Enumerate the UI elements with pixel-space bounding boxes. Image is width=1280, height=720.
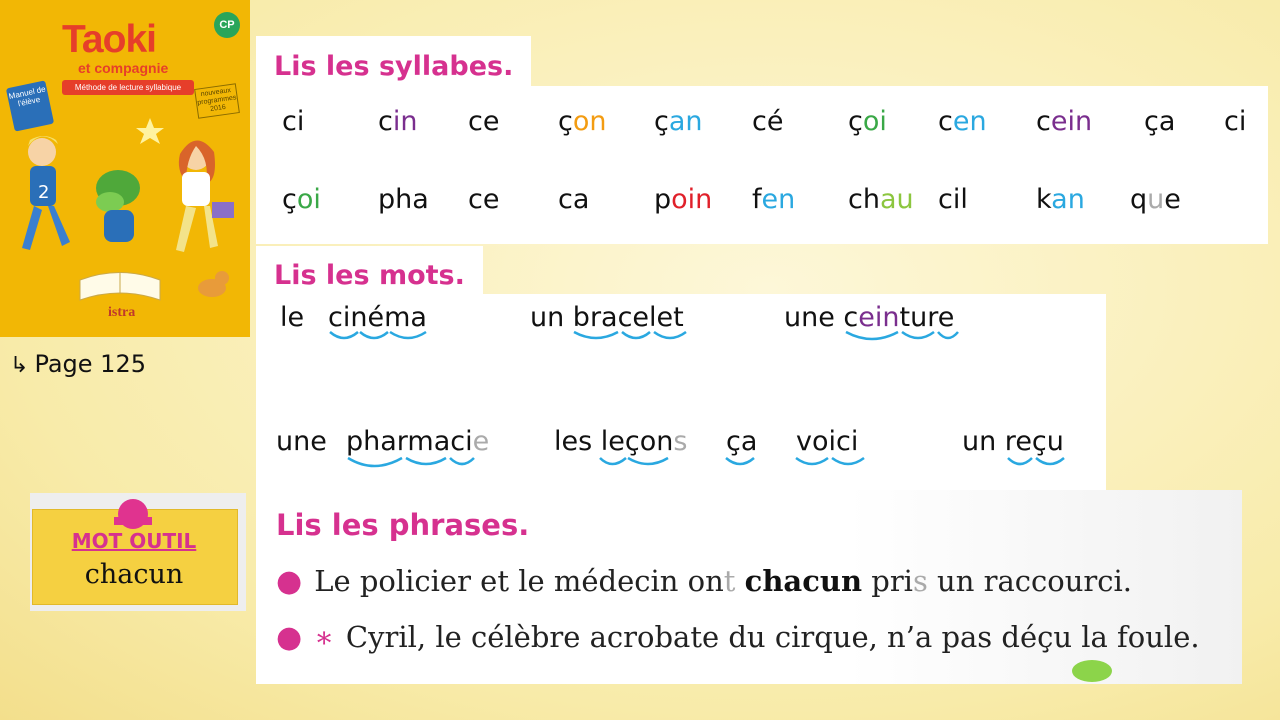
mot-outil-word: chacun [84,559,184,590]
word: voici [796,426,859,457]
arc [1008,458,1032,464]
page-number: Page 125 [34,350,146,378]
syllables-panel [256,86,1268,244]
star-icon: ∗ [314,620,334,654]
word: cinéma [328,302,427,333]
arc [832,458,864,464]
syllable: ce [468,106,500,137]
syllable: fen [752,184,796,215]
bullet-icon: ● [276,564,303,599]
arc [796,458,828,464]
cover-subtitle: et compagnie [78,60,169,76]
mot-outil-card [30,493,246,611]
arc [348,458,402,466]
syllable: çoi [848,106,887,137]
word: un bracelet [530,302,684,333]
syllable: çan [654,106,703,137]
cover-level-badge: CP [214,12,240,38]
phrase-2: ● ∗ Cyril, le célèbre acrobate du cirque, n’a pas déçu la foule. [276,620,1200,655]
mot-outil-highlight: chacun [744,564,863,598]
syllable: poin [654,184,713,215]
syllable: kan [1036,184,1085,215]
phrases-panel [256,490,1242,684]
syllable: que [1130,184,1181,215]
syllable: çoi [282,184,321,215]
syllable: cé [752,106,784,137]
pointer-marker [1072,660,1112,682]
svg-text:2: 2 [38,182,50,203]
syllable: cil [938,184,968,215]
words-heading: Lis les mots. [256,246,483,294]
syllable: pha [378,184,429,215]
syllable: cen [938,106,987,137]
cover-method: Méthode de lecture syllabique [62,80,194,95]
word: pharmacie [346,426,490,457]
syllable: ci [1224,106,1247,137]
word: un reçu [962,426,1064,457]
word: une ceinture [784,302,955,333]
arc [600,458,626,464]
words-panel [256,294,1106,490]
cover-program-badge: nouveaux programmes 2016 [194,83,240,119]
syllable: ce [468,184,500,215]
page-reference [10,350,146,378]
syllables-heading: Lis les syllabes. [256,36,531,86]
arc [450,458,474,464]
return-arrow-icon: ↳ [10,353,29,378]
cover-illustration [0,110,250,310]
book-cover [0,0,250,337]
word: une [276,426,327,457]
syllable: ci [282,106,305,137]
phrase-1: ● Le policier et le médecin ont chacun pris un raccourci. [276,564,1133,599]
arc [846,332,898,339]
word: les leçons [554,426,688,457]
cover-publisher: istra [108,305,136,320]
syllable: chau [848,184,914,215]
syllable: ça [1144,106,1176,137]
arc [628,458,668,464]
phrases-heading: Lis les phrases. [276,508,530,542]
word: ça [726,426,758,457]
syllable: cin [378,106,418,137]
cover-manuel-badge: Manuel de l'élève [6,80,54,131]
arc [1036,458,1064,464]
cover-title: Taoki [62,18,156,61]
word: le [280,302,305,333]
arc [726,458,754,464]
syllable: cein [1036,106,1093,137]
mot-outil-label: MOT OUTIL [71,529,197,553]
pushpin-icon [118,499,148,529]
bullet-icon: ● [276,620,303,655]
syllable: çon [558,106,607,137]
syllable: ca [558,184,590,215]
arc [406,458,446,464]
